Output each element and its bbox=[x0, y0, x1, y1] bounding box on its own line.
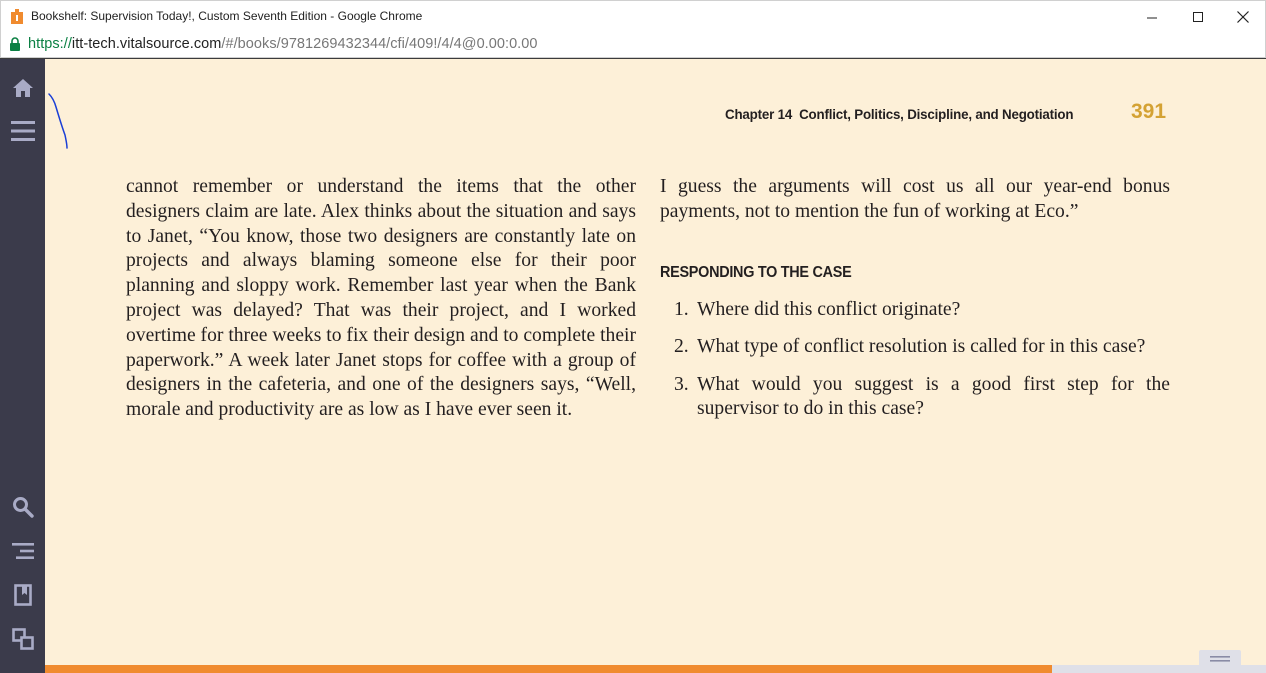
window-title: Bookshelf: Supervision Today!, Custom Seventh Edition - Google Chrome bbox=[31, 9, 423, 23]
ink-annotation bbox=[47, 92, 71, 152]
search-button[interactable] bbox=[0, 489, 45, 525]
maximize-button[interactable] bbox=[1175, 1, 1221, 33]
question-text: What type of conflict resolution is called for in this case? bbox=[697, 336, 1146, 358]
search-icon bbox=[12, 496, 34, 518]
maximize-icon bbox=[1193, 12, 1204, 23]
section-heading: RESPONDING TO THE CASE bbox=[660, 264, 852, 281]
page-view-button[interactable] bbox=[0, 621, 45, 657]
list-item bbox=[660, 335, 1170, 360]
minimize-button[interactable] bbox=[1129, 1, 1175, 33]
home-icon bbox=[12, 78, 34, 98]
table-of-contents-button[interactable] bbox=[0, 533, 45, 569]
url-text[interactable] bbox=[28, 36, 538, 52]
right-column bbox=[660, 175, 1170, 225]
bookshelf-app-icon bbox=[11, 9, 23, 24]
address-bar[interactable] bbox=[0, 32, 1266, 58]
minimize-icon bbox=[1147, 12, 1158, 23]
reading-progress-fill bbox=[45, 665, 1052, 673]
close-button[interactable] bbox=[1220, 1, 1266, 33]
sidebar bbox=[0, 59, 45, 673]
bookmark-button[interactable] bbox=[0, 577, 45, 613]
menu-icon bbox=[11, 120, 35, 142]
running-head: Chapter 14 Conflict, Politics, Discipline, and Negotiation bbox=[725, 107, 1074, 123]
lock-icon bbox=[9, 37, 21, 51]
bookmark-icon bbox=[14, 584, 32, 606]
table-of-contents-icon bbox=[12, 542, 34, 560]
question-text: What would you suggest is a good first step for the supervisor to do in this case? bbox=[697, 373, 1170, 420]
url-path: /#/books/9781269432344/cfi/409!/4/4@0.00:0.00 bbox=[221, 36, 538, 52]
list-item bbox=[660, 298, 1170, 323]
question-list bbox=[660, 298, 1170, 435]
list-item bbox=[660, 373, 1170, 423]
reading-progress-bar[interactable] bbox=[45, 665, 1266, 673]
question-number: 1. bbox=[674, 299, 689, 320]
close-icon bbox=[1237, 11, 1249, 23]
progress-handle[interactable] bbox=[1199, 650, 1241, 668]
url-host: itt-tech.vitalsource.com bbox=[71, 36, 222, 52]
question-text: Where did this conflict originate? bbox=[697, 299, 961, 320]
question-number: 3. bbox=[674, 373, 689, 395]
drag-handle-icon bbox=[1210, 655, 1230, 663]
question-number: 2. bbox=[674, 336, 689, 358]
title-bar bbox=[0, 0, 1266, 32]
left-column bbox=[126, 175, 636, 423]
url-scheme: https:// bbox=[28, 36, 72, 52]
home-button[interactable] bbox=[0, 70, 45, 106]
body-paragraph: I guess the arguments will cost us all our year-end bonus payments, not to mention the fun of working at Eco.” bbox=[660, 176, 1170, 222]
page-view-icon bbox=[12, 628, 34, 650]
body-paragraph: cannot remember or understand the items that the other designers claim are late. Alex thinks about the situation and says to Janet, “You know, those two designers are constantly late on projects and always blaming someone else for their poor planning and sloppy work. Remember last year when the Bank project was delayed? That was their project, and I worked overtime for three weeks to fix their design and to complete their paperwork.” A week later Janet stops for coffee with a group of designers in the cafeteria, and one of the designers says, “Well, morale and productivity are as low as I have ever seen it. bbox=[126, 176, 636, 421]
menu-button[interactable] bbox=[0, 113, 45, 149]
page-number: 391 bbox=[1131, 100, 1167, 123]
